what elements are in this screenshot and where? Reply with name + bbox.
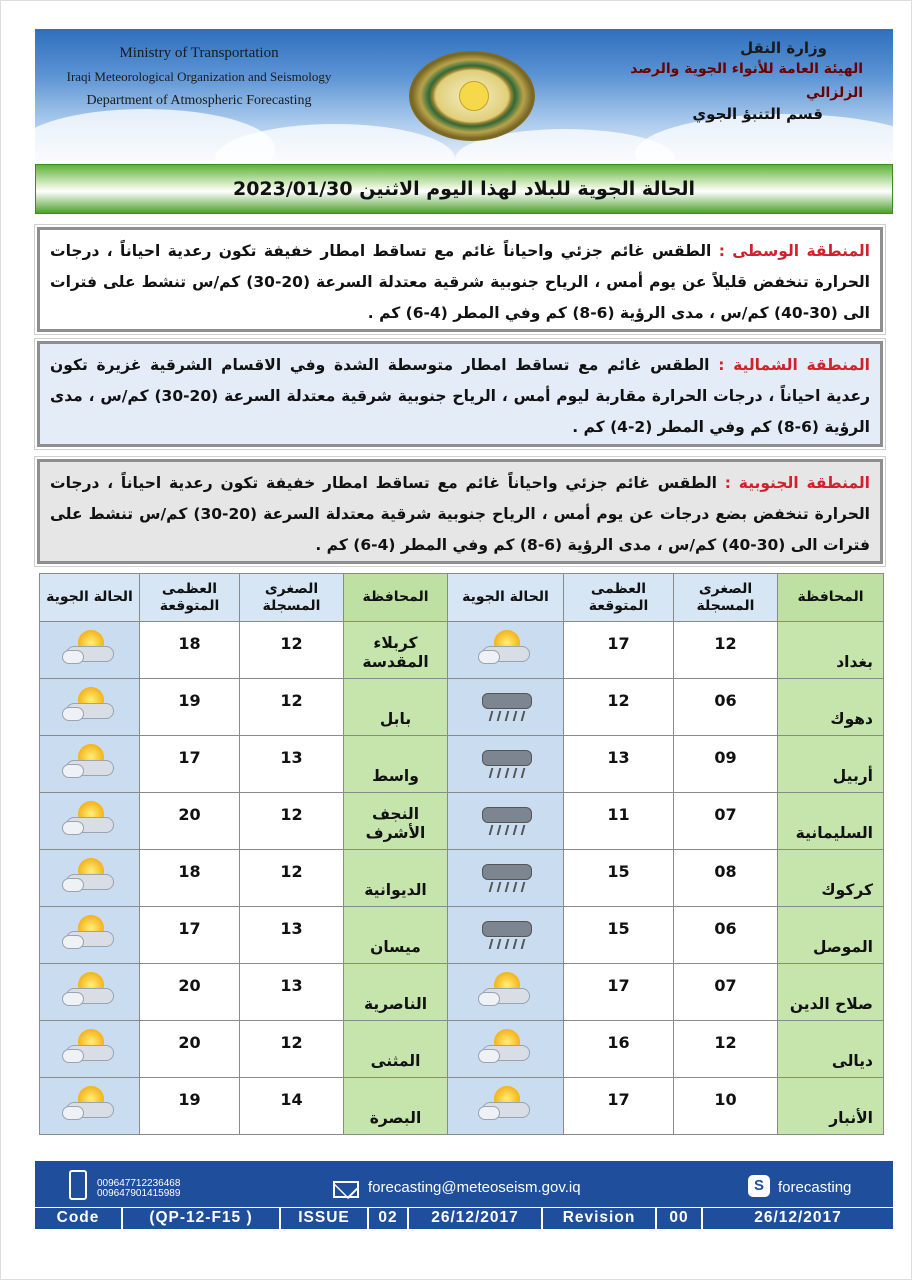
raindrop	[496, 711, 501, 721]
weather-cell	[448, 1021, 564, 1078]
table-row	[40, 850, 884, 907]
raindrop	[504, 711, 509, 721]
weather-cell	[40, 679, 140, 736]
province-name: كركوك	[778, 850, 884, 907]
min-temp: 10	[674, 1078, 778, 1135]
max-temp: 17	[140, 907, 240, 964]
issue-number: 02	[369, 1208, 409, 1229]
bulletin-title: الحالة الجوية للبلاد لهذا اليوم الاثنين 2023/01/30	[232, 178, 695, 200]
forecast-table	[39, 573, 884, 1135]
province-name: النجف الأشرف	[344, 793, 448, 850]
max-temp: 20	[140, 1021, 240, 1078]
min-temp: 08	[674, 850, 778, 907]
table-row	[40, 964, 884, 1021]
partly-cloudy-icon	[60, 913, 120, 953]
weather-cell	[40, 622, 140, 679]
partly-cloudy-icon	[476, 970, 536, 1010]
skype-icon: S	[748, 1175, 770, 1197]
max-temp: 17	[564, 622, 674, 679]
weather-cell	[448, 907, 564, 964]
table-row	[40, 1078, 884, 1135]
min-temp: 12	[674, 1021, 778, 1078]
min-temp: 12	[240, 850, 344, 907]
min-temp: 06	[674, 907, 778, 964]
province-name: ميسان	[344, 907, 448, 964]
min-temp: 12	[240, 793, 344, 850]
raindrop	[512, 711, 517, 721]
rain-cloud-icon	[476, 685, 536, 725]
province-name: الموصل	[778, 907, 884, 964]
weather-cell	[40, 736, 140, 793]
organization-logo	[409, 51, 535, 141]
code-value: (QP-12-F15 )	[123, 1208, 281, 1229]
raindrop	[488, 939, 493, 949]
raindrop	[520, 768, 525, 778]
raindrop	[496, 939, 501, 949]
sun-icon	[459, 81, 489, 111]
raindrop	[504, 882, 509, 892]
partly-cloudy-icon	[476, 628, 536, 668]
issue-date: 26/12/2017	[409, 1208, 543, 1229]
table-row	[40, 622, 884, 679]
header-min: الصغرى المسجلة	[240, 574, 344, 622]
table-row	[40, 907, 884, 964]
min-temp: 07	[674, 793, 778, 850]
province-name: الأنبار	[778, 1078, 884, 1135]
partly-cloudy-icon	[476, 1027, 536, 1067]
phone-number: 009647901415989	[97, 1188, 181, 1199]
min-temp: 06	[674, 679, 778, 736]
region-north	[37, 341, 883, 447]
raindrop	[488, 711, 493, 721]
min-temp: 12	[240, 1021, 344, 1078]
max-temp: 17	[140, 736, 240, 793]
province-name: الناصرية	[344, 964, 448, 1021]
document-code-row	[35, 1207, 893, 1229]
raindrop	[488, 825, 493, 835]
min-temp: 12	[674, 622, 778, 679]
table-header-row	[40, 574, 884, 622]
footer	[35, 1161, 893, 1229]
province-name: بغداد	[778, 622, 884, 679]
raindrop	[496, 768, 501, 778]
mail-icon	[333, 1181, 359, 1198]
raindrop	[520, 711, 525, 721]
max-temp: 19	[140, 1078, 240, 1135]
province-name: المثنى	[344, 1021, 448, 1078]
weather-cell	[40, 793, 140, 850]
max-temp: 12	[564, 679, 674, 736]
raindrop	[520, 939, 525, 949]
province-name: الديوانية	[344, 850, 448, 907]
region-name: المنطقة الجنوبية :	[724, 474, 870, 492]
header-max: العظمى المتوقعة	[140, 574, 240, 622]
region-text: الطقس غائم جزئي واحياناً غائم مع تساقط امطار خفيفة تكون رعدية احياناً ، درجات الحرارة تنخفض قليلاً عن يوم أمس ، الرياح جنوبية شرقية معتدلة السرعة (20-30) كم/س تنشط على فترات الى (30-40) كم/س ، مدى الرؤية (6-8) كم وفي المطر (4-6) كم .	[50, 242, 870, 322]
phone-numbers	[97, 1179, 180, 1199]
raindrop	[504, 768, 509, 778]
region-central	[37, 227, 883, 332]
region-text: الطقس غائم مع تساقط امطار متوسطة الشدة وفي الاقسام الشرقية غزيرة تكون رعدية احياناً ، درجات الحرارة مقاربة ليوم أمس ، الرياح جنوبية شرقية معتدلة السرعة (20-30) كم/س ، مدى الرؤية (6-8) كم وفي المطر (2-4) كم .	[50, 356, 870, 436]
header-province: المحافظة	[344, 574, 448, 622]
province-name: بابل	[344, 679, 448, 736]
max-temp: 15	[564, 850, 674, 907]
max-temp: 11	[564, 793, 674, 850]
email-address[interactable]: forecasting@meteoseism.gov.iq	[368, 1179, 581, 1196]
header-province: المحافظة	[778, 574, 884, 622]
weather-cell	[40, 964, 140, 1021]
weather-cell	[40, 1078, 140, 1135]
min-temp: 12	[240, 622, 344, 679]
partly-cloudy-icon	[60, 1084, 120, 1124]
raindrop	[496, 825, 501, 835]
province-name: أربيل	[778, 736, 884, 793]
max-temp: 20	[140, 793, 240, 850]
header-max: العظمى المتوقعة	[564, 574, 674, 622]
header-weather: الحالة الجوية	[40, 574, 140, 622]
max-temp: 20	[140, 964, 240, 1021]
min-temp: 13	[240, 907, 344, 964]
partly-cloudy-icon	[60, 685, 120, 725]
province-name: صلاح الدين	[778, 964, 884, 1021]
province-name: كربلاء المقدسة	[344, 622, 448, 679]
weather-cell	[40, 850, 140, 907]
issue-label: ISSUE	[281, 1208, 369, 1229]
raindrop	[520, 825, 525, 835]
min-temp: 12	[240, 679, 344, 736]
rain-cloud-icon	[476, 799, 536, 839]
rain-cloud-icon	[476, 856, 536, 896]
raindrop	[504, 825, 509, 835]
max-temp: 18	[140, 622, 240, 679]
weather-cell	[40, 1021, 140, 1078]
raindrop	[512, 768, 517, 778]
organization-name-en: Iraqi Meteorological Organization and Seismology	[66, 69, 332, 84]
max-temp: 16	[564, 1021, 674, 1078]
min-temp: 07	[674, 964, 778, 1021]
partly-cloudy-icon	[476, 1084, 536, 1124]
partly-cloudy-icon	[60, 742, 120, 782]
min-temp: 14	[240, 1078, 344, 1135]
weather-cell	[40, 907, 140, 964]
weather-cell	[448, 736, 564, 793]
revision-date: 26/12/2017	[754, 1209, 842, 1226]
raindrop	[520, 882, 525, 892]
header-english	[49, 41, 349, 113]
header-weather: الحالة الجوية	[448, 574, 564, 622]
department-name-ar: قسم التنبؤ الجوي	[692, 105, 823, 123]
max-temp: 17	[564, 964, 674, 1021]
region-south	[37, 459, 883, 564]
min-temp: 13	[240, 736, 344, 793]
max-temp: 13	[564, 736, 674, 793]
max-temp: 15	[564, 907, 674, 964]
partly-cloudy-icon	[60, 1027, 120, 1067]
province-name: دهوك	[778, 679, 884, 736]
bulletin-title-bar	[35, 164, 893, 214]
raindrop	[512, 939, 517, 949]
organization-name-ar: الهيئة العامة للأنواء الجوية والرصد الزلزالي	[630, 61, 863, 101]
revision-label: Revision	[543, 1208, 657, 1229]
header-banner	[35, 29, 893, 161]
header-min: الصغرى المسجلة	[674, 574, 778, 622]
code-label: Code	[35, 1208, 123, 1229]
weather-cell	[448, 679, 564, 736]
weather-cell	[448, 622, 564, 679]
region-name: المنطقة الوسطى :	[718, 242, 870, 260]
raindrop	[488, 882, 493, 892]
region-text: الطقس غائم جزئي واحياناً غائم مع تساقط امطار خفيفة تكون رعدية احياناً ، درجات الحرارة تنخفض بضع درجات عن يوم أمس ، الرياح جنوبية شرقية معتدلة السرعة (20-30) كم/س تنشط على فترات الى (30-40) كم/س ، مدى الرؤية (6-8) كم وفي المطر (4-6) كم .	[50, 474, 870, 554]
phone-icon	[69, 1170, 87, 1200]
partly-cloudy-icon	[60, 799, 120, 839]
raindrop	[496, 882, 501, 892]
rain-cloud-icon	[476, 742, 536, 782]
min-temp: 09	[674, 736, 778, 793]
raindrop	[512, 825, 517, 835]
weather-cell	[448, 1078, 564, 1135]
region-name: المنطقة الشمالية :	[718, 356, 870, 374]
partly-cloudy-icon	[60, 628, 120, 668]
province-name: ديالى	[778, 1021, 884, 1078]
province-name: واسط	[344, 736, 448, 793]
table-row	[40, 736, 884, 793]
raindrop	[512, 882, 517, 892]
province-name: البصرة	[344, 1078, 448, 1135]
table-row	[40, 1021, 884, 1078]
rain-cloud-icon	[476, 913, 536, 953]
max-temp: 18	[140, 850, 240, 907]
max-temp: 19	[140, 679, 240, 736]
raindrop	[488, 768, 493, 778]
ministry-name-en: Ministry of Transportation	[119, 45, 279, 61]
department-name-en: Department of Atmospheric Forecasting	[86, 93, 312, 108]
weather-cell	[448, 850, 564, 907]
raindrop	[504, 939, 509, 949]
phone-number: 009647712236468	[97, 1178, 181, 1189]
footer-contacts	[35, 1161, 893, 1207]
province-name: السليمانية	[778, 793, 884, 850]
weather-cell	[448, 964, 564, 1021]
table-row	[40, 679, 884, 736]
revision-number: 00	[657, 1208, 703, 1229]
ministry-name-ar: وزارة النقل	[740, 39, 827, 57]
table-row	[40, 793, 884, 850]
header-arabic	[603, 39, 863, 123]
skype-id[interactable]: forecasting	[778, 1179, 852, 1196]
min-temp: 13	[240, 964, 344, 1021]
weather-cell	[448, 793, 564, 850]
max-temp: 17	[564, 1078, 674, 1135]
partly-cloudy-icon	[60, 970, 120, 1010]
partly-cloudy-icon	[60, 856, 120, 896]
